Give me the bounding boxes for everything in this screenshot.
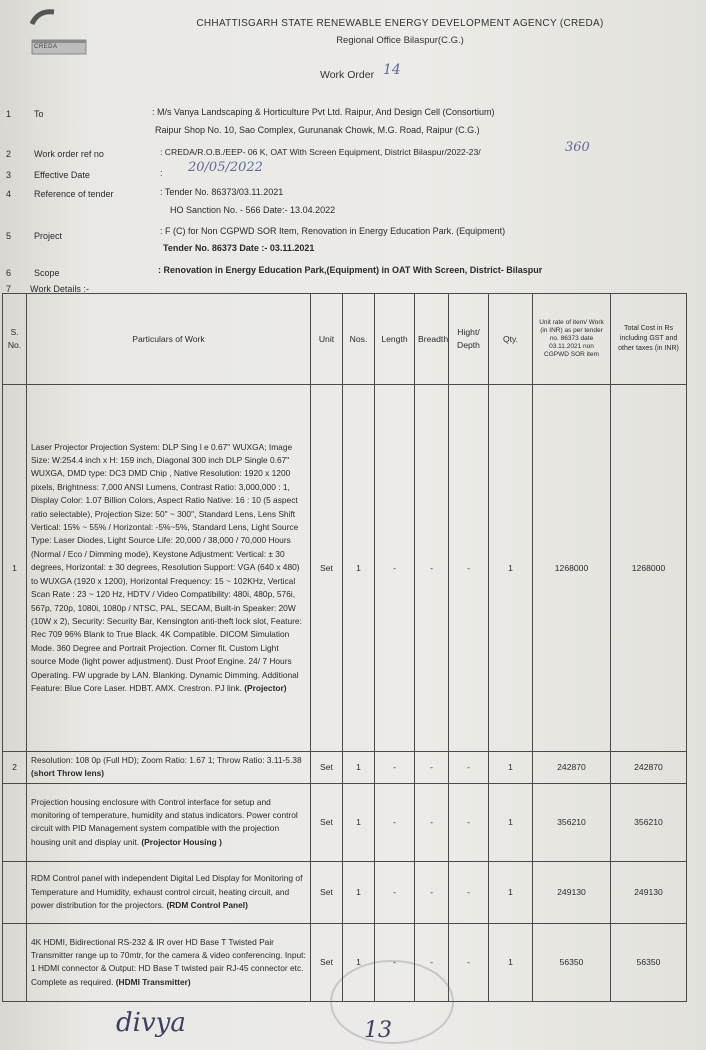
cell-sno [3, 783, 27, 861]
handwritten-signature: divya [116, 1008, 186, 1038]
cell-unit: Set [311, 385, 343, 752]
cell-height: - [449, 923, 489, 1001]
field-value-tender-ref: : Tender No. 86373/03.11.2021 [160, 187, 284, 197]
cell-breadth: - [415, 861, 449, 923]
cell-total: 56350 [611, 923, 687, 1001]
office-name: Regional Office Bilaspur(C.G.) [336, 35, 464, 46]
cell-nos: 1 [343, 923, 375, 1001]
cell-qty: 1 [489, 385, 533, 752]
field-value-to: : M/s Vanya Landscaping & Horticulture Pvt Ltd. Raipur, And Design Cell (Consortium) [152, 107, 495, 117]
field-number: 7 [6, 284, 12, 294]
logo-text: CREDA [34, 44, 58, 50]
cell-sno [3, 923, 27, 1001]
cell-height: - [449, 752, 489, 784]
cell-nos: 1 [343, 385, 375, 752]
field-value-sanction: HO Sanction No. - 566 Date:- 13.04.2022 [170, 205, 336, 215]
work-details-table [2, 293, 687, 1002]
cell-unit-rate: 242870 [533, 752, 611, 784]
cell-length: - [375, 783, 415, 861]
table-row [3, 752, 687, 784]
field-number: 5 [6, 231, 12, 241]
work-order-number: 14 [383, 62, 401, 78]
header-qty: Qty. [489, 294, 533, 385]
field-value-ref-no: : CREDA/R.O.B./EEP- 06 K, OAT With Screen Equipment, District Bilaspur/2022-23/ [160, 147, 481, 157]
field-number: 4 [6, 189, 12, 199]
handwritten-effective-date: 20/05/2022 [188, 160, 263, 175]
creda-logo-icon [26, 6, 90, 58]
cell-description: Projection housing enclosure with Control interface for setup and monitoring of temperature, humidity and status indicators. Power control circuit with PID Management system compatible with the projection housing unit and display unit. (Projector Housing ) [27, 783, 311, 861]
cell-description: RDM Control panel with independent Digital Led Display for Monitoring of Temperature and Humidity, exhaust control circuit, heating circuit, and power distribution for the projectors. (RDM Control Panel) [27, 861, 311, 923]
field-number: 1 [6, 109, 12, 119]
header-unit: Unit [311, 294, 343, 385]
field-label-effective-date: Effective Date [34, 170, 90, 180]
field-label-project: Project [34, 231, 63, 241]
field-label-ref-no: Work order ref no [34, 149, 104, 159]
field-value-effective-date: : [160, 168, 163, 178]
cell-total: 1268000 [611, 385, 687, 752]
header-unit-rate: Unit rate of item/ Work (in INR) as per tender no. 86373 date 03.11.2021 non CGPWD SOR item [533, 294, 611, 385]
cell-total: 249130 [611, 861, 687, 923]
cell-total: 356210 [611, 783, 687, 861]
document-title: Work Order [320, 69, 375, 81]
cell-unit: Set [311, 861, 343, 923]
header-nos: Nos. [343, 294, 375, 385]
table-row [3, 783, 687, 861]
faded-stamp [330, 960, 454, 1044]
cell-height: - [449, 385, 489, 752]
cell-total: 242870 [611, 752, 687, 784]
field-value-scope: : Renovation in Energy Education Park,(Equipment) in OAT With Screen, District- Bilaspur [158, 265, 543, 275]
header-height: Hight/ Depth [449, 294, 489, 385]
cell-unit: Set [311, 783, 343, 861]
cell-unit-rate: 356210 [533, 783, 611, 861]
cell-sno: 2 [3, 752, 27, 784]
cell-unit-rate: 1268000 [533, 385, 611, 752]
cell-unit: Set [311, 752, 343, 784]
cell-qty: 1 [489, 752, 533, 784]
cell-nos: 1 [343, 783, 375, 861]
header-length: Length [375, 294, 415, 385]
cell-length: - [375, 752, 415, 784]
organization-name: CHHATTISGARH STATE RENEWABLE ENERGY DEVELOPMENT AGENCY (CREDA) [196, 18, 604, 29]
cell-unit: Set [311, 923, 343, 1001]
cell-qty: 1 [489, 783, 533, 861]
cell-sno: 1 [3, 385, 27, 752]
cell-description: Resolution: 108 0p (Full HD); Zoom Ratio: 1.67 1; Throw Ratio: 3.11-5.38 (short Throw lens) [27, 752, 311, 784]
field-number: 3 [6, 170, 12, 180]
cell-description: 4K HDMI, Bidirectional RS-232 & IR over HD Base T Twisted Pair Transmitter range up to 70mtr, for the camera & video conferencing. Input: 1 HDMI connector & Output: HD Base T twisted pair RJ-45 connector etc. Complete as required. (HDMI Transmitter) [27, 923, 311, 1001]
cell-length: - [375, 861, 415, 923]
field-label-scope: Scope [34, 268, 60, 278]
field-value-project: : F (C) for Non CGPWD SOR Item, Renovation in Energy Education Park. (Equipment) [160, 226, 506, 236]
handwritten-initials: 13 [364, 1018, 392, 1043]
cell-qty: 1 [489, 923, 533, 1001]
cell-nos: 1 [343, 861, 375, 923]
header-total-cost: Total Cost in Rs including GST and other taxes (in INR) [611, 294, 687, 385]
cell-length: - [375, 923, 415, 1001]
cell-sno [3, 861, 27, 923]
cell-breadth: - [415, 752, 449, 784]
field-value-project-tender: Tender No. 86373 Date :- 03.11.2021 [163, 243, 315, 253]
header-sno: S. No. [3, 294, 27, 385]
table-row [3, 861, 687, 923]
work-details-label: Work Details :- [30, 284, 89, 294]
cell-height: - [449, 783, 489, 861]
header-particulars: Particulars of Work [27, 294, 311, 385]
field-value-to-address: Raipur Shop No. 10, Sao Complex, Gurunanak Chowk, M.G. Road, Raipur (C.G.) [155, 125, 480, 135]
cell-breadth: - [415, 923, 449, 1001]
cell-height: - [449, 861, 489, 923]
field-number: 6 [6, 268, 12, 278]
cell-unit-rate: 56350 [533, 923, 611, 1001]
field-label-tender-ref: Reference of tender [34, 189, 114, 199]
header-breadth: Breadth [415, 294, 449, 385]
cell-breadth: - [415, 385, 449, 752]
cell-qty: 1 [489, 861, 533, 923]
field-label-to: To [34, 109, 44, 119]
cell-description: Laser Projector Projection System: DLP Sing l e 0.67" WUXGA; Image Size: W:254.4 inch x H: 159 inch, Diagonal 300 inch DLP Single 0.67" WUXGA, DMD type: DC3 DMD Chip , Native Resolution: 1920 x 1200 pixels, Brightness: 7,000 ANSI Lumens, Contrast Ratio: 3,000,000 : 1, Display Color: 1.07 Billion Colors, Aspect Ratio Native: 16 : 10 (5 aspect ratio selectable), Projection Size: 50" ~ 300", Standard Lens, Lens Shift Vertical: 15% ~ 55% / Horizontal: -5%~5%, Standard Lens, Light Source Type: Laser Diodes, Light Source Life: 20,000 / 38,000 / 70,000 Hours (Normal / Eco / Dimming mode), Keystone Adjustment: Vertical: ± 30 degrees, Horizontal: ± 30 degrees, Resolution Support: VGA (640 x 480) to WUXGA (1920 x 1200), Horizontal Frequency: 15 ~ 102KHz, Vertical Scan Rate : 23 ~ 120 Hz, HDTV / Video Compatibility: 480i, 480p, 576i, 567p, 720p, 1080i, 1080p / NTSC, PAL, SECAM, Built-in Speaker: 20W (10W x 2), Security: Security Bar, Kensington anti-theft lock slot, Feature: Rec 709 96% Blank to True Black. 4K Compatible. DICOM Simulation Mode. 360 Degree and Portrait Projection. Corner fit. Custom Light source Mode (light power adjustment). Dust Proof Engine. 24/ 7 Hours Operating. FW upgrade by LAN. Blanking. Dynamic Dimming. Additional Feature: Blue Core Laser. HDBT. AMX. Crestron. PJ link. (Projector) [27, 385, 311, 752]
cell-length: - [375, 385, 415, 752]
cell-unit-rate: 249130 [533, 861, 611, 923]
field-number: 2 [6, 149, 12, 159]
handwritten-ref-no: 360 [565, 140, 590, 155]
cell-nos: 1 [343, 752, 375, 784]
cell-breadth: - [415, 783, 449, 861]
table-row [3, 385, 687, 752]
